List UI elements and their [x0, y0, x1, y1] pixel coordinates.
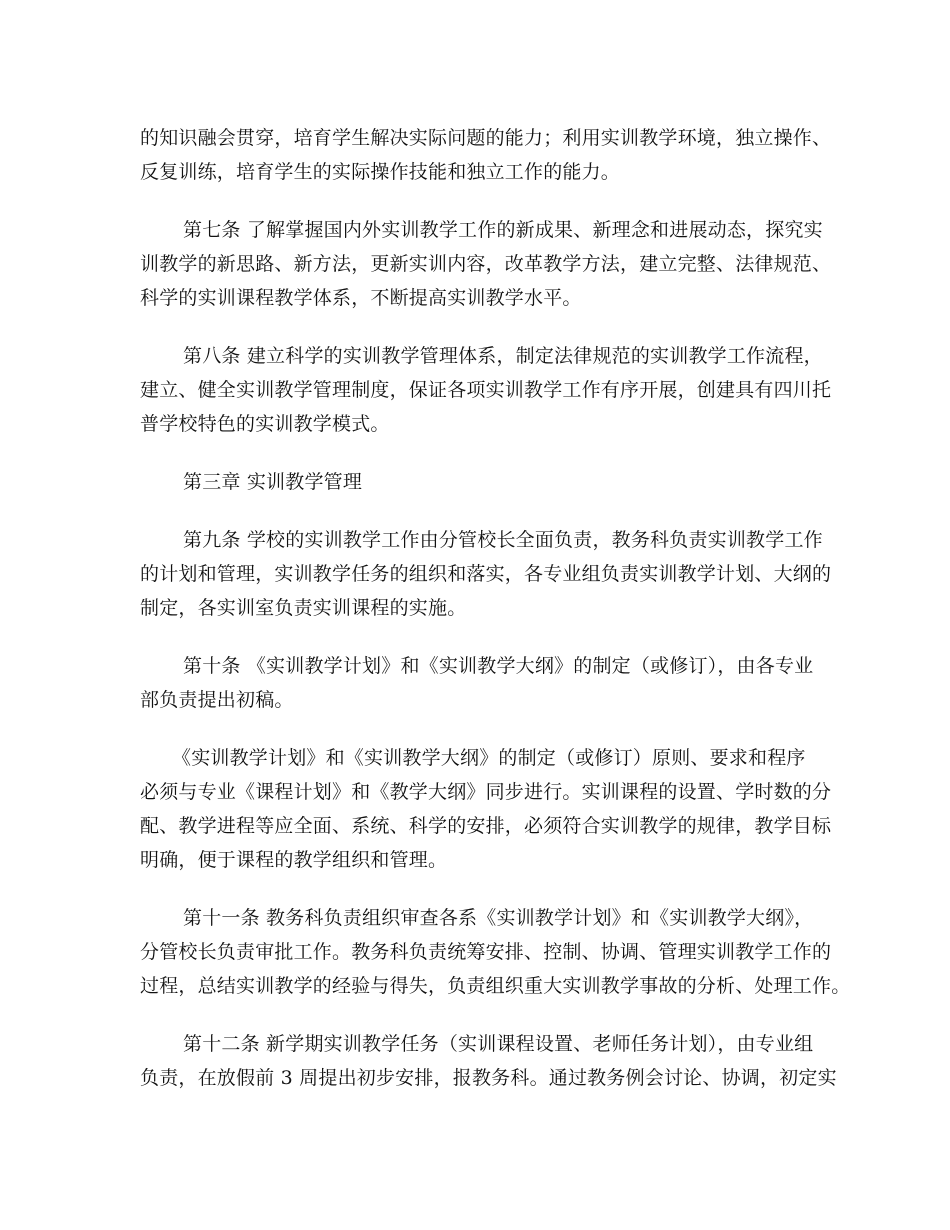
text-line: 《实训教学计划》和《实训教学大纲》的制定（或修订）原则、要求和程序: [172, 747, 806, 769]
article-7-heading-line: 第七条 了解掌握国内外实训教学工作的新成果、新理念和进展动态，探究实: [183, 219, 823, 241]
text-line: 配、教学进程等应全面、系统、科学的安排，必须符合实训教学的规律，教学目标: [140, 815, 832, 837]
text-line: 制定，各实训室负责实训课程的实施。: [140, 597, 467, 619]
article-11-heading-line: 第十一条 教务科负责组织审查各系《实训教学计划》和《实训教学大纲》，: [183, 907, 814, 929]
article-12-heading-line: 第十二条 新学期实训教学任务（实训课程设置、老师任务计划），由专业组: [183, 1033, 814, 1055]
text-line: 负责，在放假前 3 周提出初步安排，报教务科。通过教务例会讨论、协调，初定实: [140, 1067, 837, 1089]
text-line: 建立、健全实训教学管理制度，保证各项实训教学工作有序开展，创建具有四川托: [140, 379, 832, 401]
text-line: 反复训练，培育学生的实际操作技能和独立工作的能力。: [140, 161, 621, 183]
article-9-heading-line: 第九条 学校的实训教学工作由分管校长全面负责，教务科负责实训教学工作: [183, 529, 823, 551]
article-10-heading-line: 第十条 《实训教学计划》和《实训教学大纲》的制定（或修订），由各专业: [183, 655, 814, 677]
text-line: 部负责提出初稿。: [140, 689, 294, 711]
text-line: 普学校特色的实训教学模式。: [140, 413, 390, 435]
text-line: 科学的实训课程教学体系，不断提高实训教学水平。: [140, 287, 582, 309]
text-line: 过程，总结实训教学的经验与得失，负责组织重大实训教学事故的分析、处理工作。: [140, 975, 851, 997]
text-line: 明确，便于课程的教学组织和管理。: [140, 849, 448, 871]
text-line: 的计划和管理，实训教学任务的组织和落实，各专业组负责实训教学计划、大纲的: [140, 563, 832, 585]
chapter-3-heading: 第三章 实训教学管理: [183, 471, 363, 493]
text-line: 分管校长负责审批工作。教务科负责统筹安排、控制、协调、管理实训教学工作的: [140, 941, 832, 963]
text-line: 训教学的新思路、新方法，更新实训内容，改革教学方法，建立完整、法律规范、: [140, 253, 832, 275]
article-8-heading-line: 第八条 建立科学的实训教学管理体系，制定法律规范的实训教学工作流程，: [183, 345, 823, 367]
text-line: 必须与专业《课程计划》和《教学大纲》同步进行。实训课程的设置、学时数的分: [140, 781, 832, 803]
text-line: 的知识融会贯穿，培育学生解决实际问题的能力；利用实训教学环境，独立操作、: [140, 127, 832, 149]
